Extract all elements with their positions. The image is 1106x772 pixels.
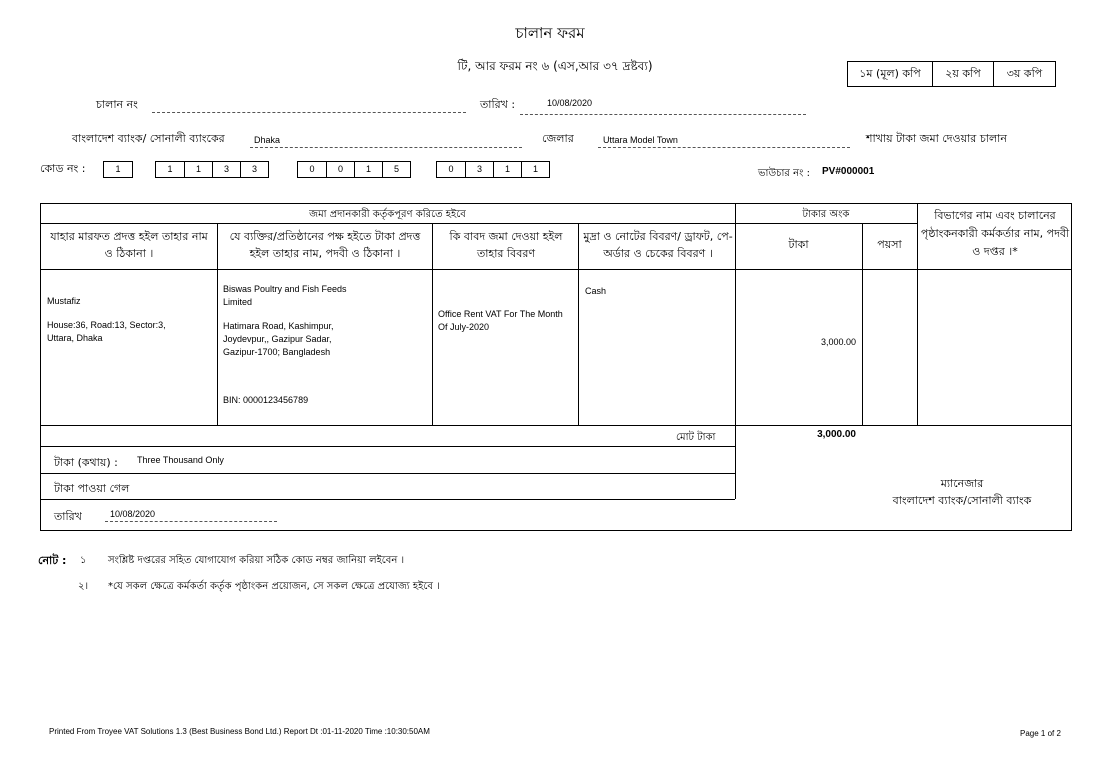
page-title: চালান ফরম — [515, 24, 585, 42]
code-group-2 — [155, 161, 269, 178]
note-2-number: ২। — [78, 581, 89, 592]
col-header-poisha: পয়সা — [877, 238, 902, 251]
code-digit: 0 — [309, 164, 315, 174]
voucher-label: ভাউচার নং : — [758, 168, 810, 179]
date-value: 10/08/2020 — [547, 98, 593, 108]
copy-second: ২য় কপি — [933, 62, 994, 86]
district-value: Uttara Model Town — [603, 135, 678, 145]
note-2-text: *যে সকল ক্ষেত্রে কর্মকর্তা কর্তৃক পৃষ্ঠাংকন প্রয়োজন, সে সকল ক্ষেত্রে প্রযোজ্য হইবে । — [108, 581, 440, 592]
total-value: 3,000.00 — [817, 429, 856, 440]
header-amount: টাকার অংক — [802, 209, 850, 220]
challan-no-label: চালান নং — [96, 98, 138, 111]
copy-original: ১ম (মূল) কপি — [848, 62, 933, 86]
amount-words-value: Three Thousand Only — [137, 455, 224, 465]
code-group-4 — [436, 161, 550, 178]
printed-from: Printed From Troyee VAT Solutions 1.3 (Best Business Bond Ltd.) Report Dt :01-11-2020 Time :10:30:50AM — [49, 727, 430, 736]
header-dept: বিভাগের নাম এবং চালানের পৃষ্ঠাংকনকারী কর্মকর্তার নাম, পদবী ও দপ্তর ।* — [920, 209, 1070, 258]
organization-address: Hatimara Road, Kashimpur, Joydevpur,, Gazipur Sadar, Gazipur-1700; Bangladesh — [223, 321, 334, 357]
district-line — [598, 147, 850, 148]
code-digit: 0 — [448, 164, 454, 174]
organization-name: Biswas Poultry and Fish Feeds Limited — [223, 284, 347, 307]
code-label: কোড নং : — [40, 162, 86, 175]
note-1-number: ১ — [80, 555, 87, 566]
code-digit: 1 — [521, 162, 549, 177]
bank-label: বাংলাদেশ ব্যাংক/ সোনালী ব্যাংকের — [72, 132, 225, 145]
col-header-sender: যাহার মারফত প্রদত্ত হইল তাহার নাম ও ঠিকানা । — [50, 230, 208, 260]
manager-bank: বাংলাদেশ ব্যাংক/সোনালী ব্যাংক — [892, 494, 1032, 507]
code-digit: 1 — [493, 162, 521, 177]
voucher-value: PV#000001 — [822, 166, 875, 177]
purpose-text: Office Rent VAT For The Month Of July-2020 — [438, 309, 563, 332]
copy-selector — [847, 61, 1056, 87]
manager-label: ম্যানেজার — [940, 477, 984, 490]
total-label: মোট টাকা — [676, 432, 716, 443]
payment-type: Cash — [585, 286, 607, 296]
depositor-address: House:36, Road:13, Sector:3, Uttara, Dhaka — [47, 320, 166, 343]
code-digit: 1 — [354, 162, 382, 177]
date-line — [520, 114, 806, 115]
bank-line — [250, 147, 522, 148]
code-digit: 1 — [167, 164, 173, 174]
code-digit: 0 — [326, 162, 354, 177]
col-header-taka: টাকা — [788, 238, 809, 251]
code-group-1 — [103, 161, 133, 178]
challan-no-line — [152, 112, 466, 113]
code-digit: 3 — [240, 162, 268, 177]
amount-words-label: টাকা (কথায়) : — [54, 456, 118, 469]
date-label: তারিখ : — [480, 98, 516, 111]
header-depositor: জমা প্রদানকারী কর্তৃকপূরণ করিতে হইবে — [309, 209, 466, 220]
copy-third: ৩য় কপি — [1006, 67, 1043, 80]
footer-date-value: 10/08/2020 — [110, 509, 156, 519]
code-digit: 1 — [184, 162, 212, 177]
code-digit: 5 — [382, 162, 410, 177]
col-header-organization: যে ব্যক্তির/প্রতিষ্ঠানের পক্ষ হইতে টাকা প্রদত্ত হইল তাহার নাম, পদবী ও ঠিকানা । — [229, 230, 421, 260]
branch-label: শাখায় টাকা জমা দেওয়ার চালান — [866, 132, 1007, 145]
form-subtitle: টি, আর ফরম নং ৬ (এস,আর ৩৭ দ্রষ্টব্য) — [457, 59, 653, 73]
note-label: নোট : — [38, 554, 67, 567]
col-header-purpose: কি বাবদ জমা দেওয়া হইল তাহার বিবরণ — [449, 230, 563, 260]
received-label: টাকা পাওয়া গেল — [54, 482, 130, 495]
district-label: জেলার — [542, 132, 574, 145]
code-digit: 3 — [212, 162, 240, 177]
code-digit: 1 — [115, 164, 121, 174]
amount-taka: 3,000.00 — [820, 337, 856, 347]
organization-bin: BIN: 0000123456789 — [223, 395, 309, 405]
page-info: Page 1 of 2 — [1020, 729, 1061, 738]
note-1-text: সংশ্লিষ্ট দপ্তরের সহিত যোগাযোগ করিয়া সঠিক কোড নম্বর জানিয়া লইবেন । — [108, 555, 405, 566]
code-digit: 3 — [465, 162, 493, 177]
col-header-payment: মুদ্রা ও নোটের বিবরণ/ ড্রাফট, পে-অর্ডার ও চেকের বিবরণ । — [583, 230, 733, 260]
depositor-name: Mustafiz — [47, 296, 81, 306]
bank-value: Dhaka — [254, 135, 281, 145]
footer-date-label: তারিখ — [54, 510, 82, 523]
code-group-3 — [297, 161, 411, 178]
footer-date-line — [105, 521, 277, 522]
